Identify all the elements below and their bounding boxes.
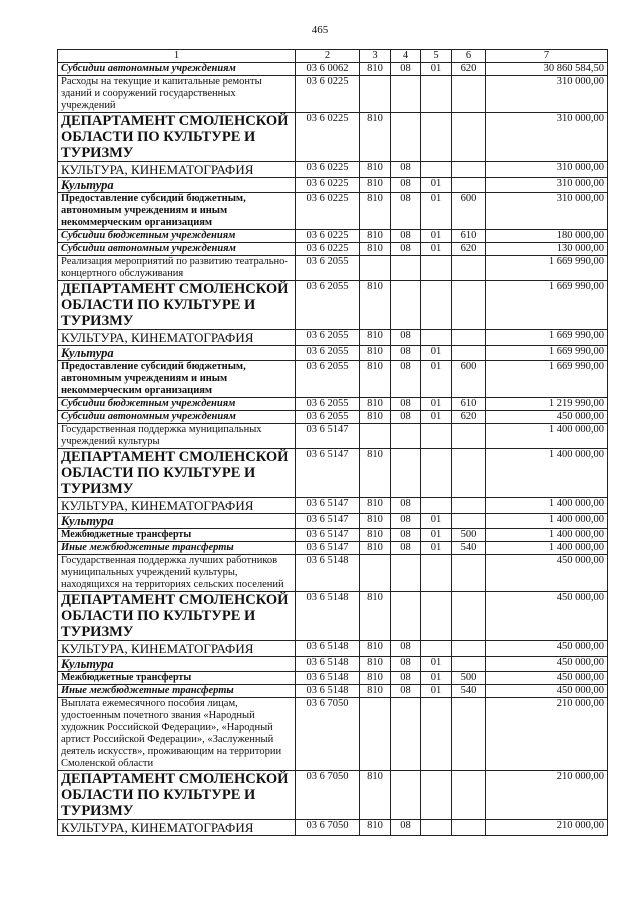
subsection-cell: 01	[421, 657, 452, 672]
amount-cell: 450 000,00	[486, 555, 608, 592]
amount-cell: 1 669 990,00	[486, 281, 608, 330]
table-row	[58, 256, 608, 281]
expense-type-cell: 540	[452, 685, 486, 698]
table-row	[58, 346, 608, 361]
table-row	[58, 193, 608, 230]
table-row	[58, 820, 608, 836]
subsection-cell	[421, 449, 452, 498]
target-code-cell: 03 6 2055	[296, 281, 360, 330]
description-cell: Государственная поддержка муниципальных учреждений культуры	[58, 424, 296, 449]
table-row	[58, 411, 608, 424]
table-row	[58, 113, 608, 162]
description-cell: Предоставление субсидий бюджетным, автономным учреждениям и иным некоммерческим организациям	[58, 193, 296, 230]
header-row	[58, 50, 608, 63]
subsection-cell: 01	[421, 361, 452, 398]
ministry-code-cell: 810	[360, 281, 391, 330]
target-code-cell: 03 6 2055	[296, 361, 360, 398]
amount-cell: 1 400 000,00	[486, 529, 608, 542]
expense-type-cell: 600	[452, 361, 486, 398]
ministry-code-cell: 810	[360, 771, 391, 820]
subsection-cell: 01	[421, 243, 452, 256]
description-cell: Иные межбюджетные трансферты	[58, 685, 296, 698]
target-code-cell: 03 6 2055	[296, 330, 360, 346]
section-cell: 08	[391, 672, 421, 685]
target-code-cell: 03 6 0225	[296, 162, 360, 178]
ministry-code-cell: 810	[360, 641, 391, 657]
description-cell: КУЛЬТУРА, КИНЕМАТОГРАФИЯ	[58, 162, 296, 178]
target-code-cell: 03 6 2055	[296, 411, 360, 424]
subsection-cell: 01	[421, 411, 452, 424]
expense-type-cell	[452, 424, 486, 449]
subsection-cell	[421, 162, 452, 178]
expense-type-cell	[452, 346, 486, 361]
amount-cell: 450 000,00	[486, 672, 608, 685]
ministry-code-cell	[360, 698, 391, 771]
table-row	[58, 672, 608, 685]
subsection-cell: 01	[421, 542, 452, 555]
target-code-cell: 03 6 5148	[296, 672, 360, 685]
table-row	[58, 698, 608, 771]
table-row	[58, 498, 608, 514]
amount-cell: 310 000,00	[486, 113, 608, 162]
section-cell	[391, 281, 421, 330]
expense-type-cell: 620	[452, 63, 486, 76]
amount-cell: 1 669 990,00	[486, 330, 608, 346]
subsection-cell	[421, 330, 452, 346]
description-cell: Субсидии бюджетным учреждениям	[58, 398, 296, 411]
ministry-code-cell: 810	[360, 542, 391, 555]
amount-cell: 30 860 584,50	[486, 63, 608, 76]
subsection-cell	[421, 592, 452, 641]
expense-type-cell	[452, 162, 486, 178]
ministry-code-cell: 810	[360, 162, 391, 178]
subsection-cell: 01	[421, 178, 452, 193]
target-code-cell: 03 6 0062	[296, 63, 360, 76]
target-code-cell: 03 6 0225	[296, 193, 360, 230]
section-cell: 08	[391, 529, 421, 542]
target-code-cell: 03 6 5148	[296, 641, 360, 657]
table-row	[58, 514, 608, 529]
page-number: 465	[311, 24, 329, 36]
expense-type-cell	[452, 820, 486, 836]
description-cell: ДЕПАРТАМЕНТ СМОЛЕНСКОЙ ОБЛАСТИ ПО КУЛЬТУРЕ И ТУРИЗМУ	[58, 281, 296, 330]
description-cell: ДЕПАРТАМЕНТ СМОЛЕНСКОЙ ОБЛАСТИ ПО КУЛЬТУРЕ И ТУРИЗМУ	[58, 771, 296, 820]
ministry-code-cell: 810	[360, 657, 391, 672]
amount-cell: 130 000,00	[486, 243, 608, 256]
target-code-cell: 03 6 0225	[296, 243, 360, 256]
target-code-cell: 03 6 5147	[296, 542, 360, 555]
subsection-cell	[421, 641, 452, 657]
table-row	[58, 330, 608, 346]
ministry-code-cell: 810	[360, 361, 391, 398]
section-cell	[391, 424, 421, 449]
table-row	[58, 281, 608, 330]
target-code-cell: 03 6 5147	[296, 449, 360, 498]
expense-type-cell: 540	[452, 542, 486, 555]
expense-type-cell	[452, 178, 486, 193]
expense-type-cell	[452, 76, 486, 113]
section-cell	[391, 771, 421, 820]
section-cell	[391, 555, 421, 592]
ministry-code-cell: 810	[360, 193, 391, 230]
target-code-cell: 03 6 2055	[296, 346, 360, 361]
amount-cell: 1 669 990,00	[486, 346, 608, 361]
amount-cell: 1 400 000,00	[486, 449, 608, 498]
amount-cell: 1 669 990,00	[486, 361, 608, 398]
table-row	[58, 178, 608, 193]
section-cell: 08	[391, 514, 421, 529]
table-row	[58, 555, 608, 592]
subsection-cell	[421, 555, 452, 592]
expense-type-cell: 610	[452, 398, 486, 411]
subsection-cell	[421, 698, 452, 771]
ministry-code-cell: 810	[360, 411, 391, 424]
target-code-cell: 03 6 7050	[296, 820, 360, 836]
subsection-cell	[421, 424, 452, 449]
target-code-cell: 03 6 5148	[296, 657, 360, 672]
column-header-6: 6	[452, 50, 486, 63]
table-row	[58, 398, 608, 411]
amount-cell: 310 000,00	[486, 162, 608, 178]
amount-cell: 210 000,00	[486, 698, 608, 771]
column-header-5: 5	[421, 50, 452, 63]
ministry-code-cell: 810	[360, 498, 391, 514]
ministry-code-cell	[360, 256, 391, 281]
description-cell: Межбюджетные трансферты	[58, 672, 296, 685]
table-row	[58, 230, 608, 243]
target-code-cell: 03 6 0225	[296, 76, 360, 113]
section-cell: 08	[391, 178, 421, 193]
ministry-code-cell: 810	[360, 820, 391, 836]
ministry-code-cell: 810	[360, 529, 391, 542]
ministry-code-cell	[360, 555, 391, 592]
table-row	[58, 542, 608, 555]
subsection-cell: 01	[421, 685, 452, 698]
description-cell: КУЛЬТУРА, КИНЕМАТОГРАФИЯ	[58, 641, 296, 657]
amount-cell: 1 400 000,00	[486, 498, 608, 514]
amount-cell: 1 669 990,00	[486, 256, 608, 281]
expense-type-cell	[452, 698, 486, 771]
section-cell: 08	[391, 498, 421, 514]
subsection-cell: 01	[421, 193, 452, 230]
amount-cell: 1 219 990,00	[486, 398, 608, 411]
table-row	[58, 63, 608, 76]
target-code-cell: 03 6 7050	[296, 698, 360, 771]
table-row	[58, 76, 608, 113]
ministry-code-cell: 810	[360, 592, 391, 641]
column-header-7: 7	[486, 50, 608, 63]
amount-cell: 310 000,00	[486, 193, 608, 230]
target-code-cell: 03 6 0225	[296, 113, 360, 162]
table-row	[58, 592, 608, 641]
budget-table	[57, 49, 608, 836]
section-cell: 08	[391, 230, 421, 243]
ministry-code-cell: 810	[360, 243, 391, 256]
expense-type-cell	[452, 592, 486, 641]
table-row	[58, 162, 608, 178]
ministry-code-cell: 810	[360, 230, 391, 243]
section-cell	[391, 592, 421, 641]
target-code-cell: 03 6 5148	[296, 685, 360, 698]
expense-type-cell: 620	[452, 243, 486, 256]
amount-cell: 450 000,00	[486, 411, 608, 424]
ministry-code-cell: 810	[360, 672, 391, 685]
description-cell: Расходы на текущие и капитальные ремонты зданий и сооружений государственных учреждений	[58, 76, 296, 113]
description-cell: Культура	[58, 178, 296, 193]
ministry-code-cell: 810	[360, 685, 391, 698]
subsection-cell	[421, 256, 452, 281]
description-cell: Культура	[58, 657, 296, 672]
target-code-cell: 03 6 5147	[296, 498, 360, 514]
amount-cell: 310 000,00	[486, 76, 608, 113]
expense-type-cell	[452, 256, 486, 281]
column-header-2: 2	[296, 50, 360, 63]
amount-cell: 210 000,00	[486, 771, 608, 820]
description-cell: ДЕПАРТАМЕНТ СМОЛЕНСКОЙ ОБЛАСТИ ПО КУЛЬТУРЕ И ТУРИЗМУ	[58, 592, 296, 641]
target-code-cell: 03 6 0225	[296, 178, 360, 193]
amount-cell: 450 000,00	[486, 685, 608, 698]
subsection-cell	[421, 498, 452, 514]
table-row	[58, 243, 608, 256]
subsection-cell: 01	[421, 514, 452, 529]
section-cell: 08	[391, 330, 421, 346]
amount-cell: 1 400 000,00	[486, 514, 608, 529]
column-header-4: 4	[391, 50, 421, 63]
description-cell: КУЛЬТУРА, КИНЕМАТОГРАФИЯ	[58, 498, 296, 514]
section-cell: 08	[391, 641, 421, 657]
section-cell: 08	[391, 193, 421, 230]
ministry-code-cell: 810	[360, 346, 391, 361]
ministry-code-cell: 810	[360, 514, 391, 529]
description-cell: Субсидии автономным учреждениям	[58, 411, 296, 424]
section-cell: 08	[391, 398, 421, 411]
section-cell: 08	[391, 346, 421, 361]
subsection-cell: 01	[421, 398, 452, 411]
expense-type-cell: 600	[452, 193, 486, 230]
target-code-cell: 03 6 2055	[296, 256, 360, 281]
description-cell: ДЕПАРТАМЕНТ СМОЛЕНСКОЙ ОБЛАСТИ ПО КУЛЬТУРЕ И ТУРИЗМУ	[58, 113, 296, 162]
description-cell: Культура	[58, 346, 296, 361]
subsection-cell	[421, 113, 452, 162]
description-cell: ДЕПАРТАМЕНТ СМОЛЕНСКОЙ ОБЛАСТИ ПО КУЛЬТУРЕ И ТУРИЗМУ	[58, 449, 296, 498]
ministry-code-cell: 810	[360, 178, 391, 193]
table-row	[58, 424, 608, 449]
ministry-code-cell	[360, 76, 391, 113]
expense-type-cell	[452, 514, 486, 529]
table-row	[58, 771, 608, 820]
section-cell: 08	[391, 361, 421, 398]
section-cell	[391, 449, 421, 498]
description-cell: КУЛЬТУРА, КИНЕМАТОГРАФИЯ	[58, 330, 296, 346]
amount-cell: 450 000,00	[486, 641, 608, 657]
expense-type-cell	[452, 657, 486, 672]
expense-type-cell	[452, 449, 486, 498]
table-row	[58, 657, 608, 672]
section-cell: 08	[391, 820, 421, 836]
target-code-cell: 03 6 5147	[296, 529, 360, 542]
section-cell: 08	[391, 243, 421, 256]
amount-cell: 450 000,00	[486, 657, 608, 672]
table-row	[58, 361, 608, 398]
description-cell: Реализация мероприятий по развитию театрально-концертного обслуживания	[58, 256, 296, 281]
expense-type-cell	[452, 281, 486, 330]
expense-type-cell	[452, 555, 486, 592]
expense-type-cell: 610	[452, 230, 486, 243]
subsection-cell	[421, 820, 452, 836]
description-cell: Выплата ежемесячного пособия лицам, удостоенным почетного звания «Народный художник Российской Федерации», «Народный артист Российской Федерации», «Заслуженный деятель искусств», проживающим на территории Смоленской области	[58, 698, 296, 771]
expense-type-cell: 500	[452, 529, 486, 542]
amount-cell: 1 400 000,00	[486, 542, 608, 555]
ministry-code-cell: 810	[360, 113, 391, 162]
expense-type-cell	[452, 771, 486, 820]
expense-type-cell	[452, 641, 486, 657]
amount-cell: 310 000,00	[486, 178, 608, 193]
description-cell: Иные межбюджетные трансферты	[58, 542, 296, 555]
target-code-cell: 03 6 2055	[296, 398, 360, 411]
section-cell: 08	[391, 63, 421, 76]
section-cell	[391, 698, 421, 771]
target-code-cell: 03 6 5147	[296, 424, 360, 449]
description-cell: Субсидии автономным учреждениям	[58, 63, 296, 76]
description-cell: Культура	[58, 514, 296, 529]
ministry-code-cell: 810	[360, 449, 391, 498]
description-cell: Межбюджетные трансферты	[58, 529, 296, 542]
section-cell	[391, 76, 421, 113]
subsection-cell: 01	[421, 346, 452, 361]
target-code-cell: 03 6 7050	[296, 771, 360, 820]
section-cell	[391, 113, 421, 162]
ministry-code-cell: 810	[360, 398, 391, 411]
description-cell: Субсидии бюджетным учреждениям	[58, 230, 296, 243]
column-header-3: 3	[360, 50, 391, 63]
table-body	[58, 63, 608, 836]
target-code-cell: 03 6 0225	[296, 230, 360, 243]
table-row	[58, 641, 608, 657]
ministry-code-cell: 810	[360, 63, 391, 76]
description-cell: Предоставление субсидий бюджетным, автономным учреждениям и иным некоммерческим организациям	[58, 361, 296, 398]
section-cell: 08	[391, 657, 421, 672]
ministry-code-cell: 810	[360, 330, 391, 346]
subsection-cell	[421, 281, 452, 330]
target-code-cell: 03 6 5148	[296, 555, 360, 592]
description-cell: Субсидии автономным учреждениям	[58, 243, 296, 256]
expense-type-cell	[452, 113, 486, 162]
amount-cell: 210 000,00	[486, 820, 608, 836]
amount-cell: 1 400 000,00	[486, 424, 608, 449]
table-row	[58, 685, 608, 698]
section-cell: 08	[391, 411, 421, 424]
section-cell: 08	[391, 542, 421, 555]
subsection-cell: 01	[421, 63, 452, 76]
expense-type-cell: 620	[452, 411, 486, 424]
section-cell	[391, 256, 421, 281]
section-cell: 08	[391, 162, 421, 178]
subsection-cell: 01	[421, 672, 452, 685]
expense-type-cell	[452, 330, 486, 346]
column-header-1: 1	[58, 50, 296, 63]
description-cell: КУЛЬТУРА, КИНЕМАТОГРАФИЯ	[58, 820, 296, 836]
amount-cell: 180 000,00	[486, 230, 608, 243]
target-code-cell: 03 6 5147	[296, 514, 360, 529]
section-cell: 08	[391, 685, 421, 698]
ministry-code-cell	[360, 424, 391, 449]
subsection-cell: 01	[421, 529, 452, 542]
expense-type-cell	[452, 498, 486, 514]
target-code-cell: 03 6 5148	[296, 592, 360, 641]
subsection-cell	[421, 76, 452, 113]
table-row	[58, 449, 608, 498]
subsection-cell: 01	[421, 230, 452, 243]
expense-type-cell: 500	[452, 672, 486, 685]
subsection-cell	[421, 771, 452, 820]
table-row	[58, 529, 608, 542]
description-cell: Государственная поддержка лучших работников муниципальных учреждений культуры, находящихся на территориях сельских поселений	[58, 555, 296, 592]
amount-cell: 450 000,00	[486, 592, 608, 641]
